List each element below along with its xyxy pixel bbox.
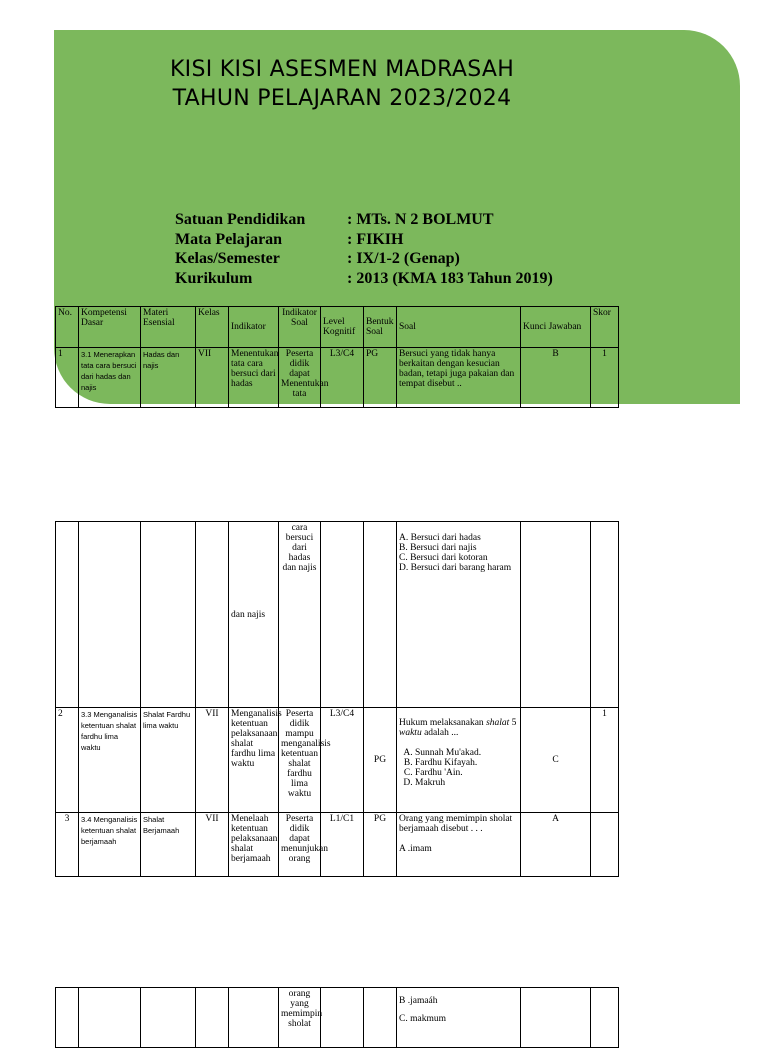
col-header-level: Level Kognitif (321, 307, 364, 348)
option-d: D. Bersuci dari barang haram (399, 563, 512, 573)
meta-label: Mata Pelajaran (175, 230, 283, 248)
cell-kunci: B (521, 348, 591, 408)
meta-row (175, 249, 553, 269)
col-header-indikator-soal: Indikator Soal (279, 307, 321, 348)
col-header-materi: Materi Esensial (141, 307, 196, 348)
col-header-kunci: Kunci Jawaban (521, 307, 591, 348)
table-row (56, 708, 619, 813)
table-header-row (56, 307, 619, 348)
option-b: B. Bersuci dari najis (399, 543, 477, 553)
title-line-2: TAHUN PELAJARAN 2023/2024 (172, 86, 512, 111)
cell-kelas (196, 988, 229, 1048)
page-title (54, 55, 630, 113)
cell-soal (397, 988, 521, 1048)
cell-level: L1/C1 (321, 813, 364, 877)
cell-soal (397, 708, 521, 813)
question-mid: 5 (509, 718, 517, 728)
col-header-skor: Skor (591, 307, 619, 348)
cell-indikator-soal: Peserta didik dapat menunjukan orang (279, 813, 321, 877)
table-row (56, 348, 619, 408)
table-row (56, 813, 619, 877)
meta-value: : FIKIH (347, 230, 404, 248)
cell-soal (397, 813, 521, 877)
meta-label: Kurikulum (175, 269, 253, 287)
meta-value: : MTs. N 2 BOLMUT (347, 211, 494, 228)
cell-kelas: VII (196, 708, 229, 813)
cell-indikator: Menelaah ketentuan pelaksanaan shalat berjamaah (229, 813, 279, 877)
col-header-kelas: Kelas (196, 307, 229, 348)
cell-kd: 3.4 Menganalisis ketentuan shalat berjamaah (79, 813, 141, 877)
cell-indikator-soal: Peserta didik mampu menganalisis ketentuan shalat fardhu lima waktu (279, 708, 321, 813)
cell-level (321, 522, 364, 708)
question-text: Orang yang memimpin sholat berjamaah disebut . . . (399, 814, 513, 834)
option-c: C. Bersuci dari kotoran (399, 553, 488, 563)
col-header-kd: Kompetensi Dasar (79, 307, 141, 348)
cell-indikator: Menentukan tata cara bersuci dari hadas (229, 348, 279, 408)
cell-no (56, 522, 79, 708)
option-d: D. Makruh (415, 778, 518, 788)
question-prefix: Hukum melaksanakan (399, 718, 487, 728)
col-header-no: No. (56, 307, 79, 348)
meta-row (175, 230, 553, 250)
cell-kunci (521, 988, 591, 1048)
option-c: C. Fardhu 'Ain. (415, 768, 518, 778)
cell-indikator: Menganalisis ketentuan pelaksanaan shalat fardhu lima waktu (229, 708, 279, 813)
cell-skor: 1 (591, 708, 619, 813)
meta-row (175, 210, 553, 230)
cell-materi: Hadas dan najis (141, 348, 196, 408)
table-row (56, 988, 619, 1048)
col-header-bentuk: Bentuk Soal (364, 307, 397, 348)
cell-level: L3/C4 (321, 348, 364, 408)
option-b: B. Fardhu Kifayah. (415, 758, 518, 768)
cell-kd: 3.3 Menganalisis ketentuan shalat fardhu lima waktu (79, 708, 141, 813)
cell-no (56, 988, 79, 1048)
cell-kelas: VII (196, 348, 229, 408)
cell-bentuk: PG (364, 708, 397, 813)
option-a: A. Sunnah Mu'akad. (415, 748, 518, 758)
cell-kd (79, 988, 141, 1048)
option-b: B .jamaáh (399, 996, 438, 1006)
cell-kd: 3.1 Menerapkan tata cara bersuci dari hadas dan najis (79, 348, 141, 408)
cell-level (321, 988, 364, 1048)
cell-indikator (229, 988, 279, 1048)
kisi-table-page1 (55, 306, 619, 408)
meta-label: Satuan Pendidikan (175, 211, 306, 228)
cell-skor: 1 (591, 348, 619, 408)
cell-kunci: C (521, 708, 591, 813)
cell-skor (591, 813, 619, 877)
meta-value: : 2013 (KMA 183 Tahun 2019) (347, 269, 553, 287)
question-italic: shalat (486, 718, 510, 728)
kisi-table-page3 (55, 987, 619, 1048)
cell-kunci: A (521, 813, 591, 877)
cell-bentuk: PG (364, 348, 397, 408)
cell-kelas: VII (196, 813, 229, 877)
cell-materi (141, 988, 196, 1048)
kisi-table-page2 (55, 521, 619, 877)
cell-kd (79, 522, 141, 708)
title-line-1: KISI KISI ASESMEN MADRASAH (169, 57, 515, 82)
document-meta (175, 210, 553, 288)
option-c: C. makmum (399, 1014, 446, 1024)
meta-value: : IX/1-2 (Genap) (347, 250, 460, 267)
col-header-soal: Soal (397, 307, 521, 348)
question-suffix: adalah ... (421, 728, 459, 738)
table-row (56, 522, 619, 708)
cell-kunci (521, 522, 591, 708)
cell-skor (591, 522, 619, 708)
cell-no: 1 (56, 348, 79, 408)
cell-no: 2 (56, 708, 79, 813)
meta-row (175, 269, 553, 289)
option-a: A. Bersuci dari hadas (399, 533, 481, 543)
option-a: A .imam (399, 844, 432, 854)
cell-bentuk (364, 988, 397, 1048)
cell-soal-options (397, 522, 521, 708)
cell-kelas (196, 522, 229, 708)
cell-level: L3/C4 (321, 708, 364, 813)
cell-materi (141, 522, 196, 708)
question-italic2: waktu (399, 728, 422, 738)
cell-materi: Shalat Fardhu lima waktu (141, 708, 196, 813)
cell-soal: Bersuci yang tidak hanya berkaitan dengan kesucian badan, tetapi juga pakaian dan tempat disebut .. (397, 348, 521, 408)
cell-indikator-soal: Peserta didik dapat Menentukan tata (279, 348, 321, 408)
cell-indikator-soal: cara bersuci dari hadas dan najis (279, 522, 321, 708)
cell-bentuk: PG (364, 813, 397, 877)
answer-options (399, 748, 518, 788)
cell-indikator: dan najis (229, 522, 279, 708)
cell-materi: Shalat Berjamaah (141, 813, 196, 877)
cell-indikator-soal: orang yang memimpin sholat (279, 988, 321, 1048)
cell-no: 3 (56, 813, 79, 877)
cell-skor (591, 988, 619, 1048)
meta-label: Kelas/Semester (175, 250, 280, 267)
cell-bentuk (364, 522, 397, 708)
question-text (399, 718, 518, 738)
col-header-indikator: Indikator (229, 307, 279, 348)
